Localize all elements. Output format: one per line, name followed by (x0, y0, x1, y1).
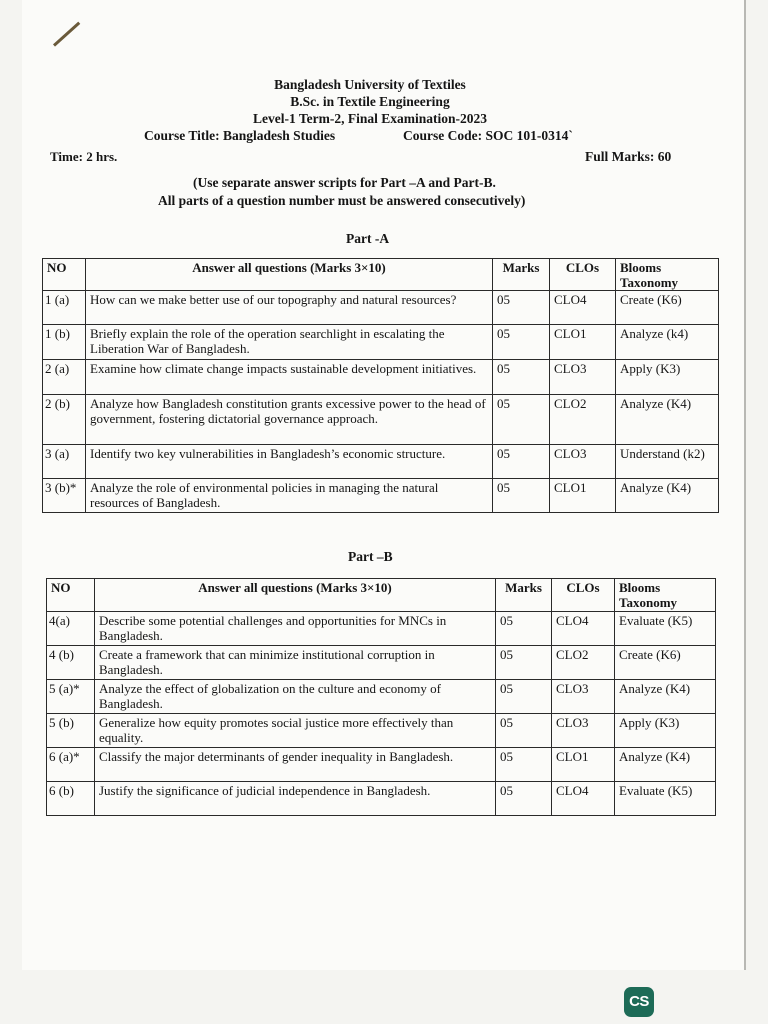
col-clos: CLOs (550, 259, 616, 291)
question-marks: 05 (493, 479, 550, 513)
table-row (43, 325, 719, 360)
question-text: Describe some potential challenges and opportunities for MNCs in Bangladesh. (95, 612, 496, 646)
question-text: Analyze the effect of globalization on the culture and economy of Bangladesh. (95, 680, 496, 714)
full-marks: Full Marks: 60 (585, 149, 672, 164)
question-marks: 05 (493, 395, 550, 445)
question-clo: CLO3 (552, 680, 615, 714)
table-row (47, 680, 716, 714)
question-number: 5 (a)* (47, 680, 95, 714)
question-number: 2 (b) (43, 395, 86, 445)
question-number: 6 (a)* (47, 748, 95, 782)
table-row (43, 395, 719, 445)
question-marks: 05 (496, 646, 552, 680)
question-text: Identify two key vulnerabilities in Bangladesh’s economic structure. (86, 445, 493, 479)
col-blooms: Blooms Taxonomy (616, 259, 719, 291)
question-number: 4 (b) (47, 646, 95, 680)
program-name: B.Sc. in Textile Engineering (290, 94, 450, 109)
col-question: Answer all questions (Marks 3×10) (86, 259, 493, 291)
table-row (47, 782, 716, 816)
question-text: Analyze the role of environmental policies in managing the natural resources of Bangladesh. (86, 479, 493, 513)
camscanner-logo-icon: CS (624, 987, 654, 1017)
question-text: Classify the major determinants of gender inequality in Bangladesh. (95, 748, 496, 782)
question-marks: 05 (496, 748, 552, 782)
question-blooms: Analyze (K4) (615, 748, 716, 782)
question-marks: 05 (496, 714, 552, 748)
part-b-title: Part –B (348, 549, 393, 564)
question-clo: CLO2 (552, 646, 615, 680)
course-title: Course Title: Bangladesh Studies (144, 128, 336, 143)
instruction-line-1: (Use separate answer scripts for Part –A and Part-B. (193, 175, 496, 190)
question-blooms: Analyze (K4) (616, 479, 719, 513)
question-text: How can we make better use of our topography and natural resources? (86, 291, 493, 325)
question-blooms: Apply (K3) (616, 360, 719, 395)
question-number: 2 (a) (43, 360, 86, 395)
question-clo: CLO3 (550, 445, 616, 479)
question-blooms: Apply (K3) (615, 714, 716, 748)
question-marks: 05 (496, 680, 552, 714)
course-code: Course Code: SOC 101-0314` (403, 128, 573, 143)
col-blooms: Blooms Taxonomy (615, 579, 716, 612)
question-clo: CLO3 (552, 714, 615, 748)
question-text: Examine how climate change impacts sustainable development initiatives. (86, 360, 493, 395)
question-marks: 05 (496, 782, 552, 816)
question-blooms: Create (K6) (616, 291, 719, 325)
question-blooms: Evaluate (K5) (615, 782, 716, 816)
col-question: Answer all questions (Marks 3×10) (95, 579, 496, 612)
page-edge (744, 0, 746, 970)
col-clos: CLOs (552, 579, 615, 612)
part-a-title: Part -A (346, 231, 390, 246)
col-marks: Marks (496, 579, 552, 612)
question-marks: 05 (493, 291, 550, 325)
question-blooms: Analyze (K4) (615, 680, 716, 714)
question-blooms: Analyze (K4) (616, 395, 719, 445)
question-clo: CLO4 (552, 782, 615, 816)
question-marks: 05 (493, 360, 550, 395)
question-number: 6 (b) (47, 782, 95, 816)
col-marks: Marks (493, 259, 550, 291)
question-text: Create a framework that can minimize institutional corruption in Bangladesh. (95, 646, 496, 680)
question-blooms: Analyze (k4) (616, 325, 719, 360)
table-row (43, 445, 719, 479)
question-clo: CLO4 (552, 612, 615, 646)
question-text: Briefly explain the role of the operation searchlight in escalating the Liberation War of Bangladesh. (86, 325, 493, 360)
table-row (43, 479, 719, 513)
question-text: Analyze how Bangladesh constitution grants excessive power to the head of government, fostering dictatorial governance approach. (86, 395, 493, 445)
question-blooms: Understand (k2) (616, 445, 719, 479)
table-row (47, 748, 716, 782)
question-clo: CLO1 (552, 748, 615, 782)
part-b-table (46, 578, 716, 816)
col-no: NO (47, 579, 95, 612)
exam-name: Level-1 Term-2, Final Examination-2023 (253, 111, 487, 126)
question-clo: CLO2 (550, 395, 616, 445)
instruction-line-2: All parts of a question number must be answered consecutively) (158, 193, 526, 208)
question-number: 1 (a) (43, 291, 86, 325)
question-text: Justify the significance of judicial independence in Bangladesh. (95, 782, 496, 816)
question-blooms: Evaluate (K5) (615, 612, 716, 646)
question-marks: 05 (493, 325, 550, 360)
question-number: 3 (a) (43, 445, 86, 479)
question-text: Generalize how equity promotes social justice more effectively than equality. (95, 714, 496, 748)
question-blooms: Create (K6) (615, 646, 716, 680)
exam-time: Time: 2 hrs. (50, 149, 118, 164)
question-number: 5 (b) (47, 714, 95, 748)
table-row (43, 291, 719, 325)
question-number: 4(a) (47, 612, 95, 646)
table-row (43, 360, 719, 395)
question-number: 1 (b) (43, 325, 86, 360)
institution-name: Bangladesh University of Textiles (274, 77, 466, 92)
question-clo: CLO4 (550, 291, 616, 325)
table-row (47, 646, 716, 680)
question-clo: CLO3 (550, 360, 616, 395)
table-header-row (47, 579, 716, 612)
question-number: 3 (b)* (43, 479, 86, 513)
question-marks: 05 (493, 445, 550, 479)
part-a-table (42, 258, 719, 513)
col-no: NO (43, 259, 86, 291)
question-clo: CLO1 (550, 325, 616, 360)
course-line (144, 128, 573, 144)
question-marks: 05 (496, 612, 552, 646)
table-row (47, 714, 716, 748)
table-row (47, 612, 716, 646)
table-header-row (43, 259, 719, 291)
question-clo: CLO1 (550, 479, 616, 513)
